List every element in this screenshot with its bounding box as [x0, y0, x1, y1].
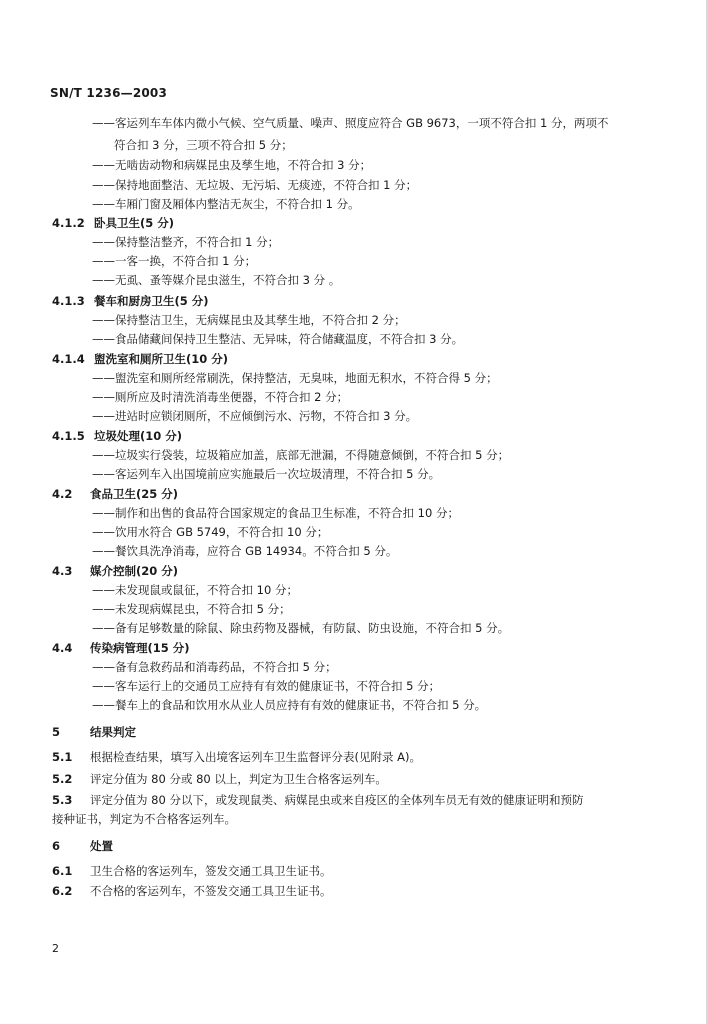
- clause-text: 卫生合格的客运列车，签发交通工具卫生证书。: [90, 864, 332, 878]
- section-heading: [52, 486, 178, 502]
- section-number: 4.3: [52, 564, 73, 578]
- list-item-continuation: 符合扣 3 分，三项不符合扣 5 分；: [114, 138, 293, 152]
- list-item: ——垃圾实行袋装，垃圾箱应加盖，底部无泄漏，不得随意倾倒，不符合扣 5 分；: [92, 448, 510, 462]
- list-item: ——未发现鼠或鼠征，不符合扣 10 分；: [92, 583, 298, 597]
- section-heading: [52, 563, 178, 579]
- chapter-title: 结果判定: [90, 725, 136, 739]
- chapter-number: 6: [52, 839, 61, 853]
- list-item: ——备有足够数量的除鼠、除虫药物及器械，有防鼠、防虫设施，不符合扣 5 分。: [92, 621, 510, 635]
- list-item: ——餐饮具洗净消毒，应符合 GB 14934。不符合扣 5 分。: [92, 544, 398, 558]
- subsection-heading: [52, 428, 182, 444]
- list-item: ——厕所应及时清洗消毒坐便器，不符合扣 2 分；: [92, 390, 349, 404]
- subsection-number: 4.1.5: [52, 429, 85, 443]
- clause-text: 不合格的客运列车，不签发交通工具卫生证书。: [90, 884, 332, 898]
- list-item: ——无啮齿动物和病媒昆虫及孳生地，不符合扣 3 分；: [92, 158, 372, 172]
- standard-code: SN/T 1236—2003: [50, 86, 168, 100]
- clause: [52, 883, 332, 899]
- subsection-number: 4.1.4: [52, 352, 85, 366]
- list-item: ——保持地面整洁、无垃圾、无污垢、无痰迹，不符合扣 1 分；: [92, 178, 418, 192]
- list-item: ——进站时应锁闭厕所，不应倾倒污水、污物，不符合扣 3 分。: [92, 409, 418, 423]
- list-item: ——车厢门窗及厢体内整洁无灰尘，不符合扣 1 分。: [92, 197, 360, 211]
- clause: [52, 863, 332, 879]
- clause: [52, 771, 387, 787]
- list-item: ——食品储藏间保持卫生整洁、无异味，符合储藏温度，不符合扣 3 分。: [92, 332, 464, 346]
- section-title: 传染病管理(15 分): [90, 641, 190, 655]
- chapter-heading: [52, 724, 136, 740]
- list-item: ——无虱、蚤等媒介昆虫滋生，不符合扣 3 分 。: [92, 273, 341, 287]
- clause-text: 评定分值为 80 分以下，或发现鼠类、病媒昆虫或来自疫区的全体列车员无有效的健康证明和预防: [90, 793, 584, 807]
- list-item: ——一客一换，不符合扣 1 分；: [92, 254, 257, 268]
- list-item: ——客运列车车体内微小气候、空气质量、噪声、照度应符合 GB 9673，一项不符合扣 1 分，两项不: [92, 116, 609, 130]
- section-number: 4.4: [52, 641, 73, 655]
- section-heading: [52, 640, 190, 656]
- page-number: 2: [52, 942, 59, 955]
- clause-continuation: 接种证书，判定为不合格客运列车。: [52, 812, 236, 826]
- clause-number: 5.3: [52, 793, 73, 807]
- list-item: ——保持整洁卫生，无病媒昆虫及其孳生地，不符合扣 2 分；: [92, 313, 406, 327]
- list-item: ——饮用水符合 GB 5749，不符合扣 10 分；: [92, 525, 329, 539]
- section-title: 媒介控制(20 分): [90, 564, 179, 578]
- subsection-heading: [52, 215, 174, 231]
- subsection-number: 4.1.2: [52, 216, 85, 230]
- clause-number: 5.1: [52, 750, 73, 764]
- subsection-title: 餐车和厨房卫生(5 分): [94, 294, 209, 308]
- chapter-heading: [52, 838, 113, 854]
- clause-text: 评定分值为 80 分或 80 以上，判定为卫生合格客运列车。: [90, 772, 387, 786]
- list-item: ——盥洗室和厕所经常刷洗，保持整洁，无臭味，地面无积水，不符合得 5 分；: [92, 371, 498, 385]
- list-item: ——保持整洁整齐，不符合扣 1 分；: [92, 235, 280, 249]
- list-item: ——备有急救药品和消毒药品，不符合扣 5 分；: [92, 660, 337, 674]
- subsection-number: 4.1.3: [52, 294, 85, 308]
- clause-number: 5.2: [52, 772, 73, 786]
- clause: [52, 792, 583, 808]
- subsection-title: 盥洗室和厕所卫生(10 分): [94, 352, 229, 366]
- clause-number: 6.2: [52, 884, 73, 898]
- subsection-heading: [52, 293, 209, 309]
- subsection-title: 卧具卫生(5 分): [94, 216, 175, 230]
- chapter-title: 处置: [90, 839, 113, 853]
- clause-number: 6.1: [52, 864, 73, 878]
- subsection-title: 垃圾处理(10 分): [94, 429, 183, 443]
- chapter-number: 5: [52, 725, 61, 739]
- section-title: 食品卫生(25 分): [90, 487, 179, 501]
- list-item: ——未发现病媒昆虫，不符合扣 5 分；: [92, 602, 291, 616]
- list-item: ——制作和出售的食品符合国家规定的食品卫生标准，不符合扣 10 分；: [92, 506, 459, 520]
- subsection-heading: [52, 351, 228, 367]
- clause-text: 根据检查结果，填写入出境客运列车卫生监督评分表(见附录 A)。: [90, 750, 421, 764]
- list-item: ——客运列车入出国境前应实施最后一次垃圾清理，不符合扣 5 分。: [92, 467, 441, 481]
- clause: [52, 749, 421, 765]
- list-item: ——餐车上的食品和饮用水从业人员应持有有效的健康证书，不符合扣 5 分。: [92, 698, 487, 712]
- list-item: ——客车运行上的交通员工应持有有效的健康证书，不符合扣 5 分；: [92, 679, 441, 693]
- section-number: 4.2: [52, 487, 73, 501]
